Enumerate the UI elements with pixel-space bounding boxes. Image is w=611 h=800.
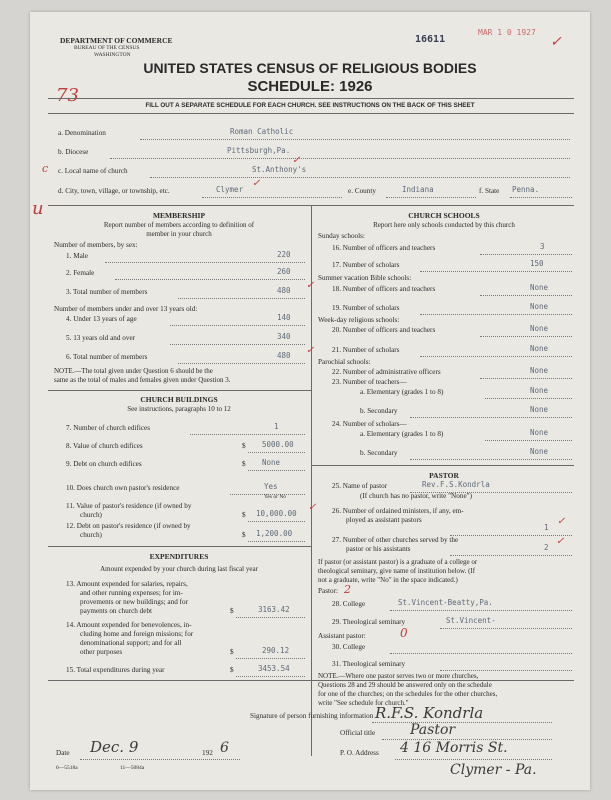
official-title-label: Official title — [340, 729, 376, 737]
check-mark-total6: ✓ — [306, 345, 315, 356]
total-1-value: 480 — [277, 286, 291, 295]
q23-label: 23. Number of teachers— — [332, 378, 407, 386]
q31-label: 31. Theological seminary — [332, 660, 406, 668]
q26-label-1: 26. Number of ordained ministers, if any, em- — [332, 507, 464, 515]
male-value: 220 — [277, 250, 291, 259]
po-address-line-1: 4 16 Morris St. — [400, 740, 508, 756]
q24b-label: b. Secondary — [360, 449, 398, 457]
by-sex-label: Number of members, by sex: — [54, 241, 138, 249]
check-mark-res: ✓ — [308, 502, 317, 513]
pastor-note-2: theological seminary, give name of institution below. (If — [318, 567, 476, 575]
debt-value: None — [262, 458, 281, 467]
buildings-heading: CHURCH BUILDINGS — [140, 395, 218, 404]
schedule-number: 16611 — [415, 34, 446, 45]
edifice-value: 5000.00 — [262, 440, 294, 449]
exp-13-label-4: payments on church debt — [80, 607, 153, 615]
assistant-label: Assistant pastor: — [318, 632, 366, 640]
residence-value-amount: 10,000.00 — [256, 509, 297, 518]
q27-label-2: pastor or his assistants — [346, 545, 411, 553]
residence-value-label: 11. Value of pastor's residence (if owned by — [66, 502, 192, 510]
margin-mark-c: c — [42, 162, 49, 175]
date-stamp: MAR 1 0 1927 — [478, 28, 536, 37]
pastor-footnote-2: Questions 28 and 29 should be answered only on the schedule — [318, 681, 492, 689]
state-value: Penna. — [512, 185, 540, 194]
church-name-label: c. Local name of church — [58, 167, 128, 175]
dollar-sign-13: $ — [230, 607, 234, 615]
county-value: Indiana — [402, 185, 434, 194]
total-1-label: 3. Total number of members — [66, 288, 148, 296]
q16-value: 3 — [540, 242, 545, 251]
po-address-line-2: Clymer - Pa. — [450, 762, 537, 778]
residence-label: 10. Does church own pastor's residence — [66, 484, 180, 492]
exp-13-value: 3163.42 — [258, 605, 290, 614]
q21-value: None — [530, 344, 549, 353]
q24a-value: None — [530, 428, 549, 437]
q20-label: 20. Number of officers and teachers — [332, 326, 436, 334]
exp-15-label: 15. Total expenditures during year — [66, 666, 165, 674]
form-title: UNITED STATES CENSUS OF RELIGIOUS BODIES — [143, 60, 477, 76]
denomination-label: a. Denomination — [58, 129, 106, 137]
male-label: 1. Male — [66, 252, 88, 260]
exp-14-label-2: cluding home and foreign missions; for — [80, 630, 194, 638]
expenditures-heading: EXPENDITURES — [149, 552, 209, 561]
q29-value: St.Vincent- — [446, 616, 496, 625]
edifice-value-label: 8. Value of church edifices — [66, 442, 143, 450]
exp-14-label-4: other purposes — [80, 648, 123, 656]
membership-note-2: member in your church — [146, 230, 212, 238]
q23b-value: None — [530, 405, 549, 414]
q18-value: None — [530, 283, 549, 292]
exp-15-value: 3453.54 — [258, 664, 290, 673]
q26-label-2: ployed as assistant pastors — [346, 516, 422, 524]
pastor-footnote-3: for one of the churches; on the schedules for the other churches, — [318, 690, 498, 698]
signature-value: R.F.S. Kondrla — [375, 704, 484, 722]
county-label: e. County — [348, 187, 376, 195]
date-label: Date — [56, 749, 70, 757]
exp-14-label-3: denominational support; and for all — [80, 639, 182, 647]
year-prefix: 192 — [202, 749, 213, 757]
q26-value: 1 — [544, 523, 549, 532]
dollar-sign-14: $ — [230, 648, 234, 656]
q24b-value: None — [530, 447, 549, 456]
q21-label: 21. Number of scholars — [332, 346, 400, 354]
bureau-label: BUREAU OF THE CENSUS — [74, 45, 140, 51]
exp-13-label-3: provements or new buildings; and for — [80, 598, 188, 606]
membership-footnote-1: NOTE.—The total given under Question 6 should be the — [54, 367, 213, 375]
dollar-sign-resdebt: $ — [242, 531, 246, 539]
edifices-label: 7. Number of church edifices — [66, 424, 151, 432]
age-label: Number of members under and over 13 years old: — [54, 305, 198, 313]
check-mark-total1: ✓ — [306, 280, 315, 291]
expenditures-note: Amount expended by your church during last fiscal year — [100, 565, 258, 573]
signature-label: Signature of person furnishing information — [250, 712, 374, 720]
pastor-heading: PASTOR — [429, 471, 459, 480]
res-debt-label: 12. Debt on pastor's residence (if owned by — [66, 522, 191, 530]
check-mark-q27: ✓ — [556, 536, 565, 547]
form-code: 6—5518a — [56, 765, 78, 771]
date-value: Dec. 9 — [90, 738, 139, 756]
pastor-footnote-4: write "See schedule for church." — [318, 699, 409, 707]
membership-note-1: Report number of members according to definition of — [103, 221, 255, 229]
census-form — [30, 12, 590, 790]
church-name-value: St.Anthony's — [252, 165, 307, 174]
weekday-label: Week-day religious schools: — [318, 316, 400, 324]
total-6-label: 6. Total number of members — [66, 353, 148, 361]
check-mark: ✓ — [550, 34, 562, 50]
q28-label: 28. College — [332, 600, 366, 608]
res-debt-value: 1,200.00 — [256, 529, 293, 538]
state-label: f. State — [479, 187, 500, 195]
residence-value: Yes — [264, 482, 278, 491]
q23a-label: a. Elementary (grades 1 to 8) — [360, 388, 444, 396]
exp-14-value: 290.12 — [262, 646, 290, 655]
exp-14-label-1: 14. Amount expended for benevolences, in- — [66, 621, 192, 629]
pastor-sub-label: Pastor: — [318, 587, 338, 595]
form-code-2: 11—5084a — [120, 765, 145, 771]
dollar-sign-debt: $ — [242, 460, 246, 468]
buildings-note: See instructions, paragraphs 10 to 12 — [127, 405, 231, 413]
q30-label: 30. College — [332, 643, 366, 651]
q19-label: 19. Number of scholars — [332, 304, 400, 312]
female-value: 260 — [277, 267, 291, 276]
year-suffix: 6 — [220, 740, 229, 756]
female-label: 2. Female — [66, 269, 95, 277]
check-mark-q26: ✓ — [557, 516, 566, 527]
under-13-value: 140 — [277, 313, 291, 322]
q25-note: (If church has no pastor, write "None") — [360, 492, 472, 500]
pastor-footnote-1: NOTE.—Where one pastor serves two or more churches, — [318, 672, 479, 680]
pastor-note-1: If pastor (or assistant pastor) is a graduate of a college or — [318, 558, 478, 566]
exp-13-label-2: and other running expenses; for im- — [80, 589, 183, 597]
schools-heading: CHURCH SCHOOLS — [408, 211, 480, 220]
q22-value: None — [530, 366, 549, 375]
over-13-label: 5. 13 years old and over — [66, 334, 136, 342]
diocese-value: Pittsburgh,Pa. — [227, 146, 291, 155]
membership-footnote-2: same as the total of males and females given under Question 3. — [54, 376, 231, 384]
assistant-mark: 0 — [400, 626, 408, 640]
residence-value-label-2: church) — [80, 511, 102, 519]
sunday-schools-label: Sunday schools: — [318, 232, 365, 240]
parochial-label: Parochial schools: — [318, 358, 371, 366]
schools-note: Report here only schools conducted by this church — [373, 221, 515, 229]
exp-13-label-1: 13. Amount expended for salaries, repairs, — [66, 580, 188, 588]
total-6-value: 480 — [277, 351, 291, 360]
yes-or-no-hint: Yes or No — [264, 494, 287, 500]
vacation-label: Summer vacation Bible schools: — [318, 274, 412, 282]
q17-value: 150 — [530, 259, 544, 268]
pastor-note-3: not a graduate, write "No" in the space indicated.) — [318, 576, 458, 584]
over-13-value: 340 — [277, 332, 291, 341]
diocese-label: b. Diocese — [58, 148, 89, 156]
res-debt-label-2: church) — [80, 531, 102, 539]
q18-label: 18. Number of officers and teachers — [332, 285, 436, 293]
form-subtitle: SCHEDULE: 1926 — [247, 78, 373, 95]
q27-value: 2 — [544, 543, 549, 552]
q19-value: None — [530, 302, 549, 311]
check-mark-church: ✓ — [292, 155, 301, 166]
dollar-sign: $ — [242, 442, 246, 450]
q16-label: 16. Number of officers and teachers — [332, 244, 436, 252]
membership-heading: MEMBERSHIP — [152, 211, 206, 220]
department-label: DEPARTMENT OF COMMERCE — [60, 36, 173, 45]
q24-label: 24. Number of scholars— — [332, 420, 407, 428]
city-field-label: d. City, town, village, or township, etc. — [58, 187, 170, 195]
denomination-value: Roman Catholic — [230, 127, 294, 136]
q17-label: 17. Number of scholars — [332, 261, 400, 269]
under-13-label: 4. Under 13 years of age — [66, 315, 137, 323]
city-label: WASHINGTON — [94, 52, 131, 58]
q22-label: 22. Number of administrative officers — [332, 368, 441, 376]
handwritten-number: 73 — [56, 85, 79, 106]
q29-label: 29. Theological seminary — [332, 618, 406, 626]
debt-label: 9. Debt on church edifices — [66, 460, 142, 468]
margin-mark-u: u — [32, 198, 44, 219]
edifices-value: 1 — [274, 422, 279, 431]
official-title-value: Pastor — [410, 722, 456, 738]
q23b-label: b. Secondary — [360, 407, 398, 415]
check-mark-city: ✓ — [252, 178, 261, 189]
q28-value: St.Vincent-Beatty,Pa. — [398, 598, 493, 607]
dollar-sign-15: $ — [230, 666, 234, 674]
q27-label-1: 27. Number of other churches served by the — [332, 536, 459, 544]
po-address-label: P. O. Address — [340, 749, 379, 757]
q23a-value: None — [530, 386, 549, 395]
dollar-sign-res: $ — [242, 511, 246, 519]
q25-value: Rev.F.S.Kondrla — [422, 480, 490, 489]
instructions: FILL OUT A SEPARATE SCHEDULE FOR EACH CHURCH. SEE INSTRUCTIONS ON THE BACK OF THIS SHEET — [145, 102, 475, 109]
q24a-label: a. Elementary (grades 1 to 8) — [360, 430, 444, 438]
city-field-value: Clymer — [216, 185, 244, 194]
q25-label: 25. Name of pastor — [332, 482, 388, 490]
pastor-mark: 2 — [344, 583, 351, 596]
q20-value: None — [530, 324, 549, 333]
